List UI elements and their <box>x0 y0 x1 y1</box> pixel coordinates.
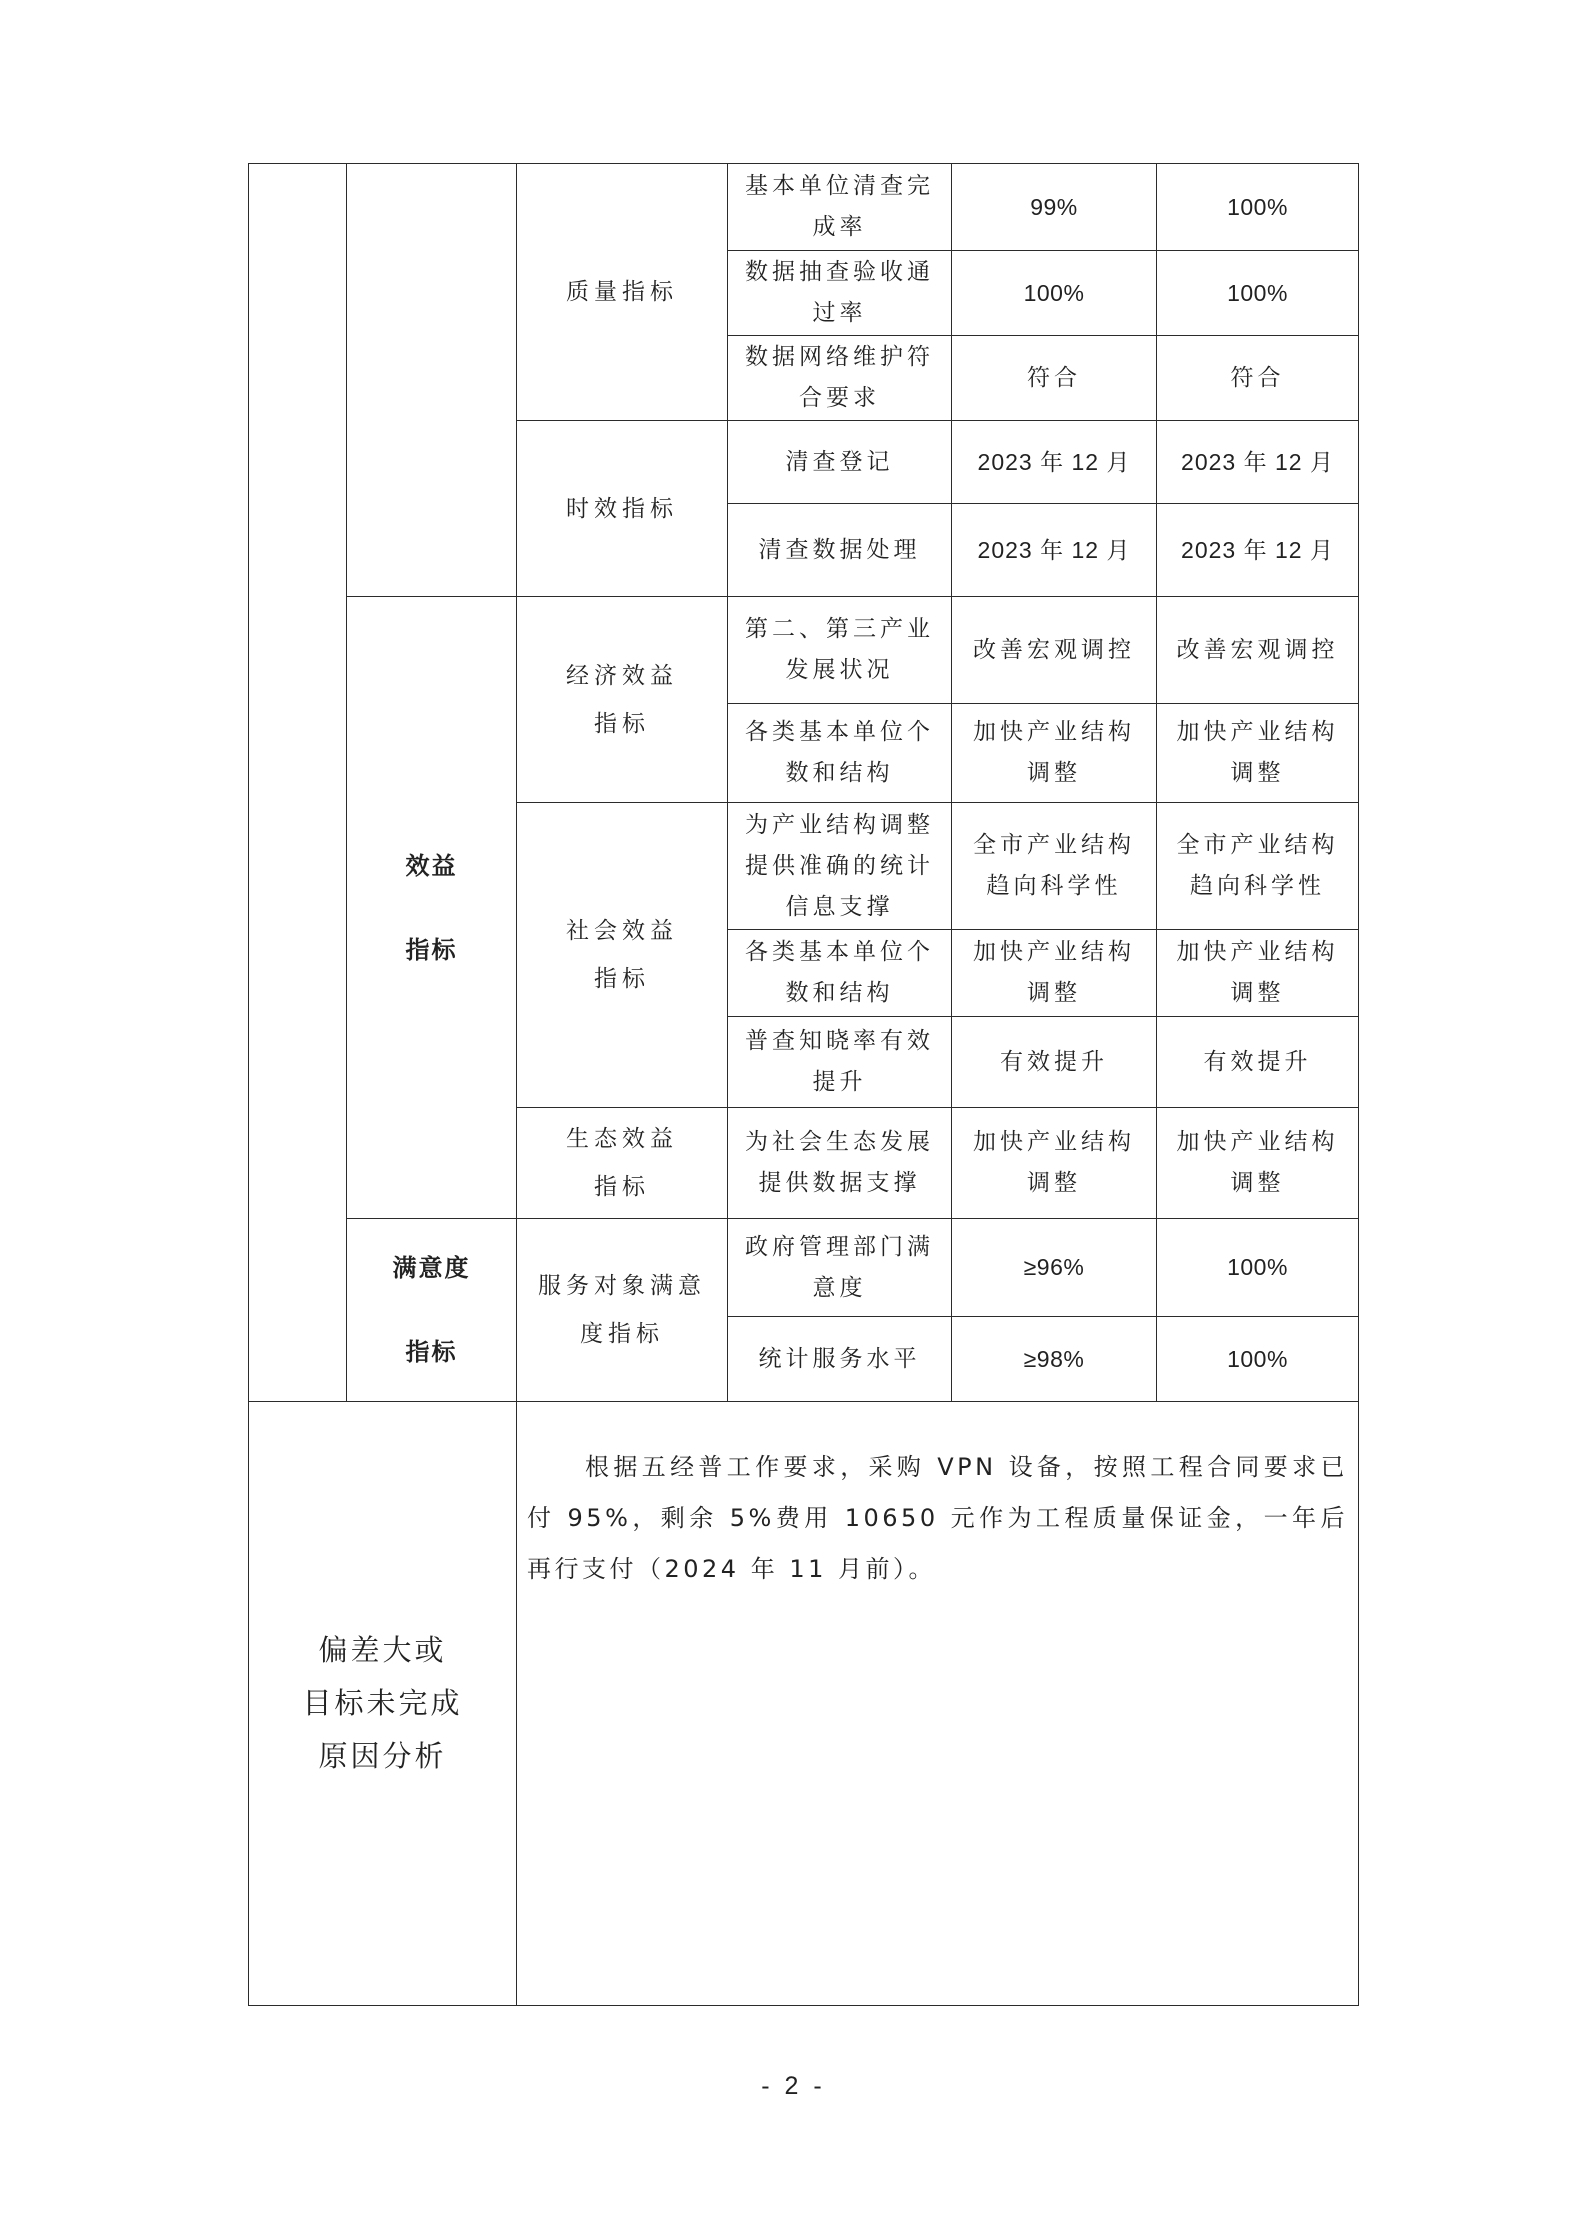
target-value: ≥96% <box>952 1219 1157 1317</box>
timeliness-indicator-label: 时效指标 <box>517 421 728 597</box>
target-value: ≥98% <box>952 1317 1157 1402</box>
target-value: 2023 年 12 月 <box>952 421 1157 504</box>
indicator-name: 为社会生态发展提供数据支撑 <box>728 1108 952 1219</box>
indicator-name: 各类基本单位个数和结构 <box>728 704 952 803</box>
analysis-label-line: 原因分析 <box>318 1739 447 1773</box>
actual-value: 100% <box>1157 164 1359 251</box>
table-row <box>249 164 1359 251</box>
actual-value: 改善宏观调控 <box>1157 597 1359 704</box>
indicator-name: 基本单位清查完成率 <box>728 164 952 251</box>
ecological-benefit-label: 生态效益指标 <box>517 1108 728 1219</box>
actual-value: 加快产业结构调整 <box>1157 930 1359 1017</box>
actual-value: 2023 年 12 月 <box>1157 421 1359 504</box>
actual-value: 全市产业结构趋向科学性 <box>1157 803 1359 930</box>
table-row <box>249 1219 1359 1317</box>
indicator-name: 普查知晓率有效提升 <box>728 1017 952 1108</box>
analysis-label <box>249 1402 517 2006</box>
indicator-name: 政府管理部门满意度 <box>728 1219 952 1317</box>
performance-indicator-table <box>248 163 1359 2006</box>
actual-value: 100% <box>1157 251 1359 336</box>
indicator-name: 数据抽查验收通过率 <box>728 251 952 336</box>
level1-empty-cell <box>249 164 347 1402</box>
actual-value: 符合 <box>1157 336 1359 421</box>
economic-benefit-label: 经济效益指标 <box>517 597 728 803</box>
target-value: 有效提升 <box>952 1017 1157 1108</box>
social-benefit-label: 社会效益指标 <box>517 803 728 1108</box>
quality-indicator-label: 质量指标 <box>517 164 728 421</box>
actual-value: 加快产业结构调整 <box>1157 1108 1359 1219</box>
target-value: 加快产业结构调整 <box>952 704 1157 803</box>
target-value: 符合 <box>952 336 1157 421</box>
target-value: 100% <box>952 251 1157 336</box>
indicator-name: 为产业结构调整提供准确的统计信息支撑 <box>728 803 952 930</box>
service-satisfaction-label: 服务对象满意度指标 <box>517 1219 728 1402</box>
page-number: - 2 - <box>761 2072 826 2100</box>
indicator-name: 清查登记 <box>728 421 952 504</box>
target-value: 改善宏观调控 <box>952 597 1157 704</box>
indicator-name: 各类基本单位个数和结构 <box>728 930 952 1017</box>
actual-value: 2023 年 12 月 <box>1157 504 1359 597</box>
target-value: 全市产业结构趋向科学性 <box>952 803 1157 930</box>
target-value: 99% <box>952 164 1157 251</box>
satisfaction-indicator-label: 满意度指标 <box>347 1219 517 1402</box>
target-value: 2023 年 12 月 <box>952 504 1157 597</box>
analysis-paragraph: 根据五经普工作要求，采购 VPN 设备，按照工程合同要求已付 95%，剩余 5%费用 10650 元作为工程质量保证金，一年后再行支付（2024 年 11 月前）。 <box>527 1453 1348 1583</box>
table-row <box>249 597 1359 704</box>
output-indicator-empty-cell <box>347 164 517 597</box>
indicator-name: 数据网络维护符合要求 <box>728 336 952 421</box>
indicator-name: 统计服务水平 <box>728 1317 952 1402</box>
indicator-name: 清查数据处理 <box>728 504 952 597</box>
target-value: 加快产业结构调整 <box>952 930 1157 1017</box>
analysis-row <box>249 1402 1359 2006</box>
indicator-name: 第二、第三产业发展状况 <box>728 597 952 704</box>
actual-value: 100% <box>1157 1317 1359 1402</box>
analysis-label-line: 偏差大或 <box>318 1633 447 1667</box>
analysis-label-line: 目标未完成 <box>302 1686 463 1720</box>
analysis-content <box>517 1402 1359 2006</box>
target-value: 加快产业结构调整 <box>952 1108 1157 1219</box>
actual-value: 加快产业结构调整 <box>1157 704 1359 803</box>
actual-value: 有效提升 <box>1157 1017 1359 1108</box>
actual-value: 100% <box>1157 1219 1359 1317</box>
benefit-indicator-label: 效益指标 <box>347 597 517 1219</box>
